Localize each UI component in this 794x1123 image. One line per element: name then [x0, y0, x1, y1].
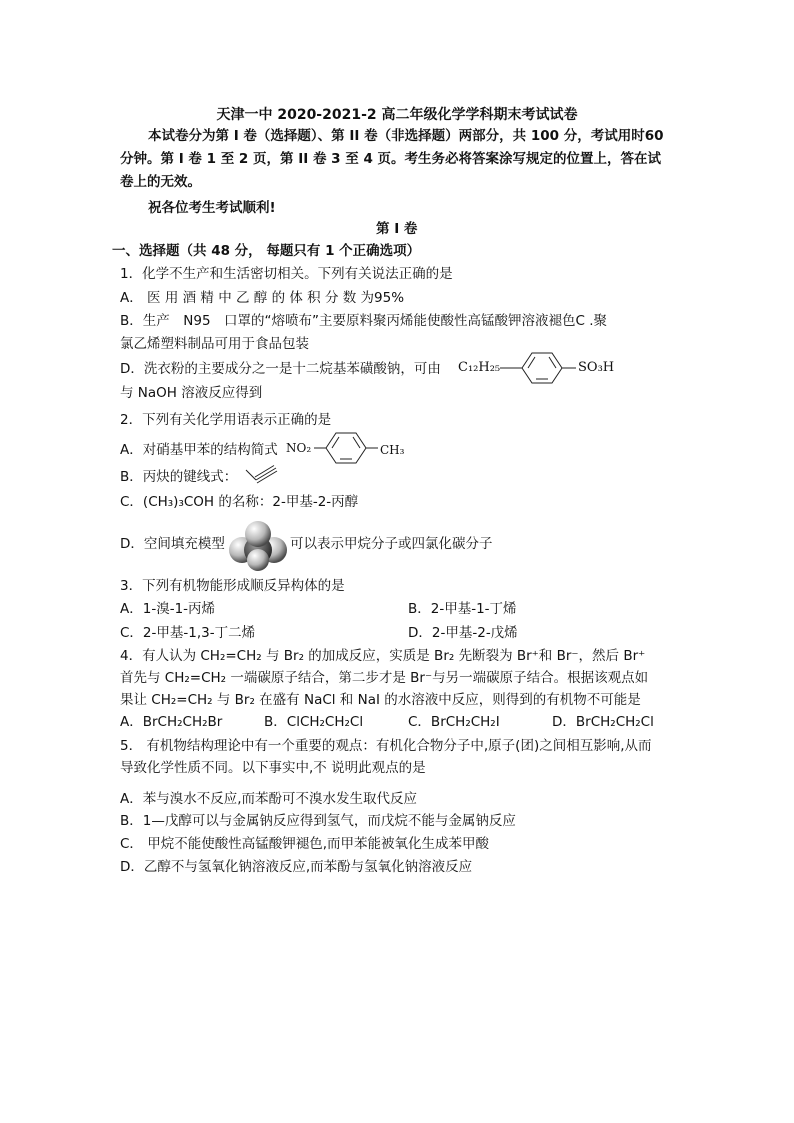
toluene-ring-icon — [314, 430, 380, 466]
part-heading: 第 I 卷 — [376, 221, 418, 237]
q5-option-a: A．苯与溴水不反应,而苯酚可不溴水发生取代反应 — [120, 791, 418, 807]
q4-option-b: B．ClCH₂CH₂Cl — [264, 714, 364, 730]
benzene-ring-icon — [498, 350, 578, 386]
q1-option-b: B．生产 N95 口罩的“熔喷布”主要原料聚丙烯能使酸性高锰酸钾溶液褪色C .聚 — [120, 313, 608, 329]
q1-option-c: 氯乙烯塑料制品可用于食品包装 — [120, 336, 309, 352]
propyne-line-icon — [244, 464, 278, 484]
q5-line-2: 导致化学性质不同。以下事实中,不 说明此观点的是 — [120, 760, 426, 776]
q1-option-a: A． 医 用 酒 精 中 乙 醇 的 体 积 分 数 为95% — [120, 290, 405, 306]
good-luck-line: 祝各位考生考试顺利! — [148, 200, 276, 216]
q5-option-d: D．乙醇不与氢氧化钠溶液反应,而苯酚与氢氧化钠溶液反应 — [120, 859, 473, 875]
q4-line-2: 首先与 CH₂=CH₂ 一端碳原子结合，第二步才是 Br⁻与另一端碳原子结合。根据该观点如 — [120, 670, 649, 686]
q3-stem: 3．下列有机物能形成顺反异构体的是 — [120, 578, 345, 594]
q3-option-d: D．2-甲基-2-戊烯 — [408, 625, 518, 641]
q2-option-d-pre: D．空间填充模型 — [120, 536, 225, 552]
q4-line-1: 4．有人认为 CH₂=CH₂ 与 Br₂ 的加成反应，实质是 Br₂ 先断裂为 Br⁺和 Br⁻，然后 Br⁺ — [120, 648, 646, 664]
q3-option-a: A．1-溴-1-丙烯 — [120, 601, 216, 617]
q2a-structure-left-label: NO₂ — [286, 441, 312, 455]
q2-option-a: A．对硝基甲苯的结构简式 — [120, 442, 278, 458]
q2-option-c: C．(CH₃)₃COH 的名称：2-甲基-2-丙醇 — [120, 494, 359, 510]
q4-option-d: D．BrCH₂CH₂Cl — [552, 714, 654, 730]
q2-option-d-post: 可以表示甲烷分子或四氯化碳分子 — [290, 536, 493, 552]
q5-line-1: 5． 有机物结构理论中有一个重要的观点：有机化合物分子中,原子(团)之间相互影响,从而 — [120, 738, 652, 754]
q2a-structure-right-label: CH₃ — [380, 443, 405, 457]
q4-option-a: A．BrCH₂CH₂Br — [120, 714, 223, 730]
q1-structure-left-label: C₁₂H₂₅ — [458, 360, 501, 375]
q4-line-3: 果让 CH₂=CH₂ 与 Br₂ 在盛有 NaCl 和 NaI 的水溶液中反应，则得到的有机物不可能是 — [120, 692, 641, 708]
q5-option-c: C． 甲烷不能使酸性高锰酸钾褪色,而甲苯能被氧化生成苯甲酸 — [120, 836, 490, 852]
q1-structure-right-label: SO₃H — [578, 360, 615, 375]
q3-option-b: B．2-甲基-1-丁烯 — [408, 601, 517, 617]
q2-option-b: B．丙炔的键线式： — [120, 469, 238, 485]
intro-line-2: 分钟。第 I 卷 1 至 2 页，第 II 卷 3 至 4 页。考生务必将答案涂写规定的位置上，答在试 — [120, 151, 662, 167]
q5-option-b: B．1—戊醇可以与金属钠反应得到氢气，而戊烷不能与金属钠反应 — [120, 813, 516, 829]
intro-line-1: 本试卷分为第 I 卷（选择题）、第 II 卷（非选择题）两部分，共 100 分，考试用时60 — [148, 128, 664, 144]
q2-stem: 2．下列有关化学用语表示正确的是 — [120, 412, 332, 428]
intro-line-3: 卷上的无效。 — [120, 174, 201, 190]
q1-stem: 1．化学不生产和生活密切相关。下列有关说法正确的是 — [120, 266, 453, 282]
q4-option-c: C．BrCH₂CH₂I — [408, 714, 500, 730]
exam-title: 天津一中 2020-2021-2 高二年级化学学科期末考试试卷 — [216, 107, 578, 123]
q1-option-d: D．洗衣粉的主要成分之一是十二烷基苯磺酸钠，可由 — [120, 361, 441, 377]
q1-option-d-cont: 与 NaOH 溶液反应得到 — [120, 385, 263, 401]
section-heading: 一、选择题（共 48 分， 每题只有 1 个正确选项） — [112, 243, 421, 259]
q3-option-c: C．2-甲基-1,3-丁二烯 — [120, 625, 256, 641]
space-filling-model-icon — [226, 516, 290, 572]
